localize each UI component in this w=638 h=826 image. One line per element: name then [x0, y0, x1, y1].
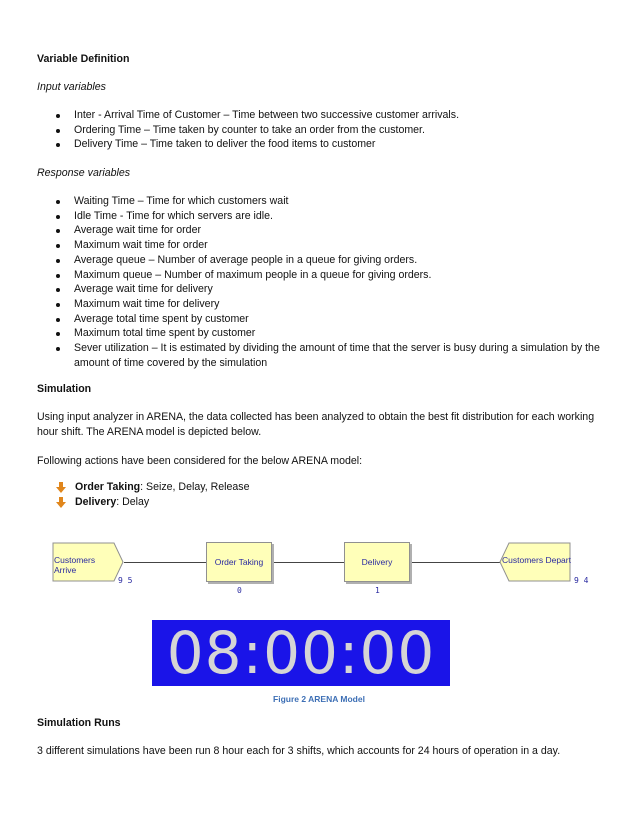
depart-count: 9 4 [574, 576, 589, 585]
connector-line [274, 562, 344, 563]
module-customers-depart[interactable]: Customers Depart [502, 555, 571, 565]
module-customers-arrive[interactable]: Customers Arrive [54, 555, 96, 575]
figure-caption: Figure 2 ARENA Model [273, 694, 365, 704]
list-item: Sever utilization – It is estimated by dividing the amount of time that the server is busy during a simulation by the amount of time covered by the simulation [55, 341, 603, 370]
actions-list [55, 480, 249, 509]
list-item: Order Taking: Seize, Delay, Release [55, 480, 249, 495]
bullet-icon [56, 114, 60, 118]
list-item: Idle Time - Time for which servers are idle. [55, 209, 603, 224]
list-item: Delivery: Delay [55, 495, 249, 510]
list-item: Maximum wait time for order [55, 238, 603, 253]
bullet-icon [56, 332, 60, 336]
runs-paragraph: 3 different simulations have been run 8 hour each for 3 shifts, which accounts for 24 hours of operation in a day. [37, 745, 561, 757]
clock-time: 08:00:00 [166, 619, 436, 687]
connector-line [412, 562, 500, 563]
list-item: Delivery Time – Time taken to deliver the food items to customer [55, 137, 603, 152]
bullet-icon [56, 200, 60, 204]
list-item: Maximum queue – Number of maximum people in a queue for giving orders. [55, 268, 603, 283]
bullet-icon [56, 303, 60, 307]
arrive-count: 9 5 [118, 576, 133, 585]
heading-variable-definition: Variable Definition [37, 53, 130, 65]
list-item: Average wait time for order [55, 223, 603, 238]
order-count: 0 [237, 586, 242, 595]
list-item: Waiting Time – Time for which customers wait [55, 194, 603, 209]
list-item: Average wait time for delivery [55, 282, 603, 297]
connector-line [124, 562, 206, 563]
bullet-icon [56, 244, 60, 248]
bullet-icon [56, 288, 60, 292]
response-variable-list [55, 194, 603, 370]
bullet-icon [56, 274, 60, 278]
actions-intro: Following actions have been considered for the below ARENA model: [37, 455, 363, 467]
subheading-response-variables: Response variables [37, 167, 131, 179]
list-item: Inter - Arrival Time of Customer – Time between two successive customer arrivals. [55, 108, 603, 123]
heading-simulation-runs: Simulation Runs [37, 717, 121, 729]
arena-model-diagram [0, 530, 638, 610]
bullet-icon [56, 143, 60, 147]
module-order-taking[interactable]: Order Taking [206, 542, 272, 582]
heading-simulation: Simulation [37, 383, 92, 395]
subheading-input-variables: Input variables [37, 81, 106, 93]
list-item: Average total time spent by customer [55, 312, 603, 327]
arrow-down-icon [55, 482, 67, 493]
arrow-down-icon [55, 497, 67, 508]
bullet-icon [56, 129, 60, 133]
bullet-icon [56, 229, 60, 233]
simulation-clock [152, 620, 450, 686]
input-variable-list [55, 108, 603, 152]
list-item: Ordering Time – Time taken by counter to take an order from the customer. [55, 123, 603, 138]
delivery-count: 1 [375, 586, 380, 595]
list-item: Average queue – Number of average people in a queue for giving orders. [55, 253, 603, 268]
module-delivery[interactable]: Delivery [344, 542, 410, 582]
bullet-icon [56, 347, 60, 351]
list-item: Maximum wait time for delivery [55, 297, 603, 312]
simulation-paragraph: Using input analyzer in ARENA, the data collected has been analyzed to obtain the best fit distribution for each working hour shift. The ARENA model is depicted below. [37, 411, 595, 438]
list-item: Maximum total time spent by customer [55, 326, 603, 341]
bullet-icon [56, 318, 60, 322]
bullet-icon [56, 215, 60, 219]
bullet-icon [56, 259, 60, 263]
